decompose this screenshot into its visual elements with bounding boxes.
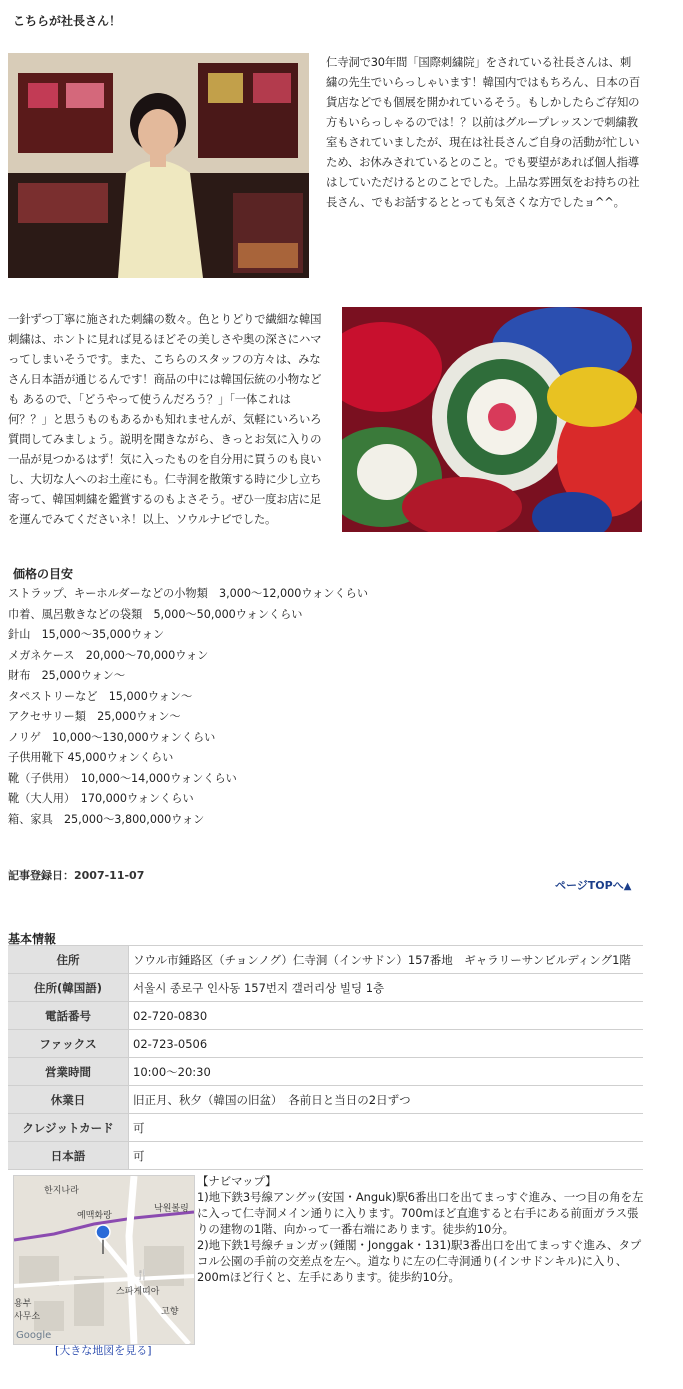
table-row: [8, 946, 643, 974]
row-value: 可: [129, 1114, 644, 1142]
navi-direction-1: 1)地下鉄3号線アングッ(安国・Anguk)駅6番出口を出てまっすぐ進み、一つ目の角を左に入って仁寺洞メイン通りに入ります。700mほど直進すると右手にある前面ガラス張りの建物の1階、向かって一番右端にあります。徒歩約10分。: [197, 1190, 644, 1236]
location-map[interactable]: [13, 1175, 195, 1345]
price-item: 針山 15,000～35,000ウォン: [8, 628, 165, 641]
price-list: [8, 584, 368, 830]
row-value: 可: [129, 1142, 644, 1170]
row-value: 10:00～20:30: [129, 1058, 644, 1086]
row-key: ファックス: [8, 1030, 129, 1058]
table-row: [8, 1058, 643, 1086]
page-top-link[interactable]: [555, 877, 631, 893]
google-logo: Google: [16, 1330, 52, 1341]
restaurant-icon: [136, 1268, 148, 1281]
price-item: アクセサリー類 25,000ウォン～: [8, 710, 181, 723]
basic-info-table: [8, 945, 643, 1170]
table-row: [8, 1002, 643, 1030]
article-date: 記事登録日：2007-11-07: [8, 869, 145, 882]
price-item: 靴（大人用） 170,000ウォンくらい: [8, 792, 194, 805]
basic-info-title: 基本情報: [8, 932, 57, 946]
map-label: 낙원볼링: [154, 1204, 189, 1214]
price-item: ノリゲ 10,000～130,000ウォンくらい: [8, 730, 216, 744]
price-item: タペストリーなど 15,000ウォン～: [8, 689, 193, 703]
map-label: 한지나라: [44, 1186, 79, 1196]
embroidery-description: 一針ずつ丁寧に施された刺繍の数々。色とりどりで繊細な韓国刺繍は、ホントに見れば見るほどその美しさや奥の深さにハマってしまいそうです。また、こちらのスタッフの方々は、みなさん日本語が通じるんです！商品の中には韓国伝統の小物なども あるので、「どうやって使うんだろう？」「一体これは何？？」と思うものもあるかも知れませんが、気軽にいろいろ質問してみましょう。説明を聞きながら、きっとお気に入りの一品が見つかるはず！気に入ったものを自分用に買うのも良いし、大切な人へのお土産にも。仁寺洞を散策する時に少し立ち寄って、韓国刺繍を鑑賞するのもよさそう。ぜひ一度お店に足を運んでみてくださいネ！以上、ソウルナビでした。: [8, 312, 322, 526]
table-row: [8, 1114, 643, 1142]
row-value: 旧正月、秋夕（韓国の旧盆） 各前日と当日の2日ずつ: [129, 1086, 644, 1114]
row-value: 02-720-0830: [129, 1002, 644, 1030]
table-row: [8, 974, 643, 1002]
large-map-link[interactable]: [大きな地図を見る]: [55, 1344, 152, 1357]
map-label: 고향: [161, 1307, 179, 1317]
president-photo: [8, 53, 309, 278]
row-value: 서울시 종로구 인사동 157번지 갤러리상 빌딩 1층: [129, 974, 644, 1002]
row-value: ソウル市鍾路区（チョンノグ）仁寺洞（インサドン）157番地 ギャラリーサンビルディング1階: [129, 946, 644, 974]
price-item: ストラップ、キーホルダーなどの小物類 3,000～12,000ウォンくらい: [8, 587, 369, 600]
navi-map-directions: [197, 1173, 647, 1285]
section-heading: こちらが社長さん！: [13, 14, 122, 28]
row-key: 電話番号: [8, 1002, 129, 1030]
row-value: 02-723-0506: [129, 1030, 644, 1058]
navi-title: 【ナビマップ】: [197, 1174, 277, 1188]
price-item: 財布 25,000ウォン～: [8, 669, 126, 682]
row-key: クレジットカード: [8, 1114, 129, 1142]
president-description: 仁寺洞で30年間「国際刺繍院」をされている社長さんは、刺繍の先生でいらっしゃいます！韓国内ではもちろん、日本の百貨店などでも個展を開かれているそう。もしかしたらご存知の方もいらっしゃるのでは！？以前はグループレッスンで刺繍教室もされていましたが、現在は社長さんご自身の活動が忙しいため、お休みされているとのこと。でも要望があれば個人指導はしていただけるとのことでした。上品な雰囲気をお持ちの社長さん、でもお話するととっても気さくな方でしたョ^^。: [326, 55, 641, 209]
price-item: 靴（子供用） 10,000～14,000ウォンくらい: [8, 771, 237, 785]
embroidery-photo: [342, 307, 642, 532]
map-label: 사무소: [14, 1312, 41, 1322]
row-key: 住所(韓国語): [8, 974, 129, 1002]
table-row: [8, 1086, 643, 1114]
table-row: [8, 1030, 643, 1058]
map-label: 예맥화랑: [77, 1211, 112, 1221]
svg-text:🍴: 🍴: [136, 1270, 149, 1281]
row-key: 営業時間: [8, 1058, 129, 1086]
row-key: 住所: [8, 946, 129, 974]
price-item: 子供用靴下 45,000ウォンくらい: [8, 751, 174, 764]
page-top-label: ページTOPへ: [555, 879, 624, 892]
price-item: メガネケース 20,000～70,000ウォン: [8, 648, 209, 662]
row-key: 日本語: [8, 1142, 129, 1170]
map-label: 스파게띠아: [116, 1287, 160, 1297]
arrow-up-icon: ▲: [623, 881, 632, 892]
price-guide-title: 価格の目安: [13, 567, 74, 581]
row-key: 休業日: [8, 1086, 129, 1114]
navi-direction-2: 2)地下鉄1号線チョンガッ(鍾閣・Jonggak・131)駅3番出口を出てまっすぐ進み、タプコル公園の手前の交差点を左へ。道なりに左の仁寺洞通り(インサドンキル)に入り、200mほど行くと、左手にあります。徒歩約10分。: [197, 1238, 642, 1284]
price-item: 巾着、風呂敷きなどの袋類 5,000～50,000ウォンくらい: [8, 607, 303, 621]
map-label: 용부: [14, 1299, 32, 1309]
table-row: [8, 1142, 643, 1170]
price-item: 箱、家具 25,000～3,800,000ウォン: [8, 812, 205, 826]
